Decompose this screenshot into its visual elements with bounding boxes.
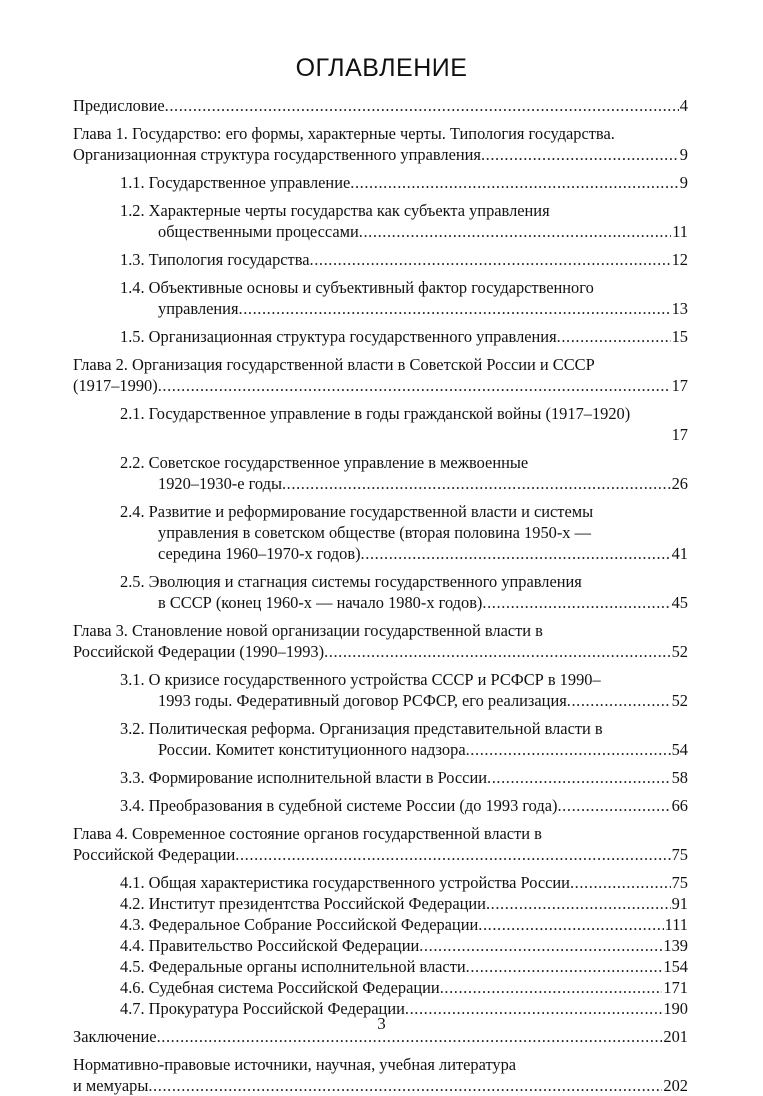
toc-entry-label: 2.5. Эволюция и стагнация системы государственного управления <box>120 572 582 591</box>
toc-entry-sources[interactable] <box>73 1054 688 1096</box>
toc-entry-section-3-3[interactable] <box>73 767 688 788</box>
toc-entry-label: 1.3. Типология государства <box>120 250 310 269</box>
toc-page-number: 15 <box>671 327 688 346</box>
toc-page-number: 58 <box>671 768 688 787</box>
toc-entry-label: управления в советском обществе (вторая половина 1950-х — <box>158 523 591 542</box>
toc-entry-label: (1917–1990) <box>73 376 158 395</box>
dot-leader <box>567 690 671 711</box>
toc-entry-label: Российской Федерации (1990–1993) <box>73 642 325 661</box>
toc-page-number: 91 <box>671 894 688 913</box>
toc-entry-label: Глава 4. Современное состояние органов государственной власти в <box>73 824 542 843</box>
toc-entry-label: 2.2. Советское государственное управление в межвоенные <box>120 453 529 472</box>
dot-leader <box>310 249 671 270</box>
dot-leader <box>466 956 663 977</box>
toc-entry-label: Предисловие <box>73 96 165 115</box>
toc-entry-section-1-5[interactable] <box>73 326 688 347</box>
toc-entry-label: 3.2. Политическая реформа. Организация представительной власти в <box>120 719 603 738</box>
toc-page-number: 54 <box>671 740 688 759</box>
toc-page-number: 41 <box>671 544 688 563</box>
dot-leader <box>165 95 679 116</box>
toc-page-number: 154 <box>663 957 688 976</box>
toc-entry-section-4-2[interactable] <box>73 893 688 914</box>
toc-entry-label: России. Комитет конституционного надзора <box>158 740 466 759</box>
toc-entry-label: управления <box>158 299 239 318</box>
toc-entry-preface[interactable] <box>73 95 688 116</box>
toc-page-number: 75 <box>671 873 688 892</box>
toc-page-number: 4 <box>679 96 688 115</box>
toc-entry-label: 1.1. Государственное управление <box>120 173 351 192</box>
toc-page-number: 17 <box>671 425 688 444</box>
dot-leader <box>557 326 671 347</box>
toc-page-number: 139 <box>663 936 688 955</box>
toc-page-number: 171 <box>663 978 688 997</box>
toc-entry-section-1-1[interactable] <box>73 172 688 193</box>
toc-entry-label: 4.6. Судебная система Российской Федерации <box>120 978 440 997</box>
toc-entry-label: 4.2. Институт президентства Российской Федерации <box>120 894 486 913</box>
toc-entry-label: 4.4. Правительство Российской Федерации <box>120 936 420 955</box>
dot-leader <box>282 473 671 494</box>
toc-entry-label: 1.5. Организационная структура государственного управления <box>120 327 557 346</box>
page-number: 3 <box>377 1014 386 1033</box>
page-title: ОГЛАВЛЕНИЕ <box>295 54 468 82</box>
toc-entry-section-2-5[interactable] <box>73 571 688 613</box>
toc-entry-section-4-5[interactable] <box>73 956 688 977</box>
toc-entry-section-3-1[interactable] <box>73 669 688 711</box>
toc-entry-section-1-3[interactable] <box>73 249 688 270</box>
dot-leader <box>148 1075 662 1096</box>
dot-leader <box>481 144 679 165</box>
toc-entry-chapter-3[interactable] <box>73 620 688 662</box>
toc-page-number: 201 <box>663 1027 688 1046</box>
toc-entry-section-2-2[interactable] <box>73 452 688 494</box>
toc-entry-label: 4.7. Прокуратура Российской Федерации <box>120 999 405 1018</box>
toc-entry-label: Глава 1. Государство: его формы, характерные черты. Типология государства. <box>73 124 615 143</box>
toc-page-number: 11 <box>672 222 688 241</box>
toc-entry-label: Глава 2. Организация государственной власти в Советской России и СССР <box>73 355 595 374</box>
toc-page-number: 17 <box>671 376 688 395</box>
toc-entry-section-3-4[interactable] <box>73 795 688 816</box>
dot-leader <box>350 172 679 193</box>
toc-page-number: 75 <box>671 845 688 864</box>
toc-page-number: 45 <box>671 593 688 612</box>
dot-leader <box>324 641 671 662</box>
toc-page-number: 12 <box>671 250 688 269</box>
toc-page-number: 190 <box>663 999 688 1018</box>
toc-page-number: 13 <box>671 299 688 318</box>
toc-page-number: 9 <box>679 145 688 164</box>
dot-leader <box>487 767 671 788</box>
toc-entry-label: середина 1960–1970-х годов) <box>158 544 361 563</box>
toc-entry-section-4-6[interactable] <box>73 977 688 998</box>
dot-leader <box>440 977 663 998</box>
dot-leader <box>158 375 671 396</box>
toc-entry-label: 2.4. Развитие и реформирование государственной власти и системы <box>120 502 594 521</box>
toc-entry-chapter-4[interactable] <box>73 823 688 865</box>
dot-leader <box>359 221 671 242</box>
table-of-contents <box>73 95 688 1096</box>
toc-entry-section-1-2[interactable] <box>73 200 688 242</box>
toc-entry-label: 1.2. Характерные черты государства как субъекта управления <box>120 201 550 220</box>
toc-entry-section-1-4[interactable] <box>73 277 688 319</box>
toc-entry-label: 1920–1930-е годы <box>158 474 282 493</box>
toc-entry-label: и мемуары <box>73 1076 149 1095</box>
toc-entry-chapter-2[interactable] <box>73 354 688 396</box>
toc-page-number: 9 <box>679 173 688 192</box>
toc-page-number: 52 <box>671 642 688 661</box>
toc-entry-label: 3.4. Преобразования в судебной системе России (до 1993 года) <box>120 796 558 815</box>
toc-entry-label: общественными процессами <box>158 222 359 241</box>
dot-leader <box>482 592 670 613</box>
toc-page-number: 26 <box>671 474 688 493</box>
toc-entry-label: 3.1. О кризисе государственного устройства СССР и РСФСР в 1990– <box>120 670 601 689</box>
toc-entry-section-4-3[interactable] <box>73 914 688 935</box>
dot-leader <box>239 298 671 319</box>
toc-entry-label: 3.3. Формирование исполнительной власти в России <box>120 768 487 787</box>
toc-entry-label: Нормативно-правовые источники, научная, учебная литература <box>73 1055 517 1074</box>
toc-entry-label: Организационная структура государственного управления <box>73 145 481 164</box>
dot-leader <box>419 935 662 956</box>
toc-page-number: 111 <box>664 915 688 934</box>
dot-leader <box>570 872 671 893</box>
toc-entry-label: 4.5. Федеральные органы исполнительной власти <box>120 957 466 976</box>
dot-leader <box>361 543 671 564</box>
toc-entry-label: 1993 годы. Федеративный договор РСФСР, его реализация <box>158 691 567 710</box>
toc-entry-chapter-1[interactable] <box>73 123 688 165</box>
toc-entry-section-2-4[interactable] <box>73 501 688 564</box>
toc-entry-label: 4.1. Общая характеристика государственного устройства России <box>120 873 570 892</box>
toc-page-number: 52 <box>671 691 688 710</box>
toc-entry-section-4-4[interactable] <box>73 935 688 956</box>
dot-leader <box>557 795 670 816</box>
toc-page-number: 202 <box>663 1076 688 1095</box>
toc-entry-label: в СССР (конец 1960-х — начало 1980-х годов) <box>158 593 483 612</box>
dot-leader <box>235 844 670 865</box>
toc-page-number: 66 <box>671 796 688 815</box>
toc-entry-label: 4.3. Федеральное Собрание Российской Федерации <box>120 915 479 934</box>
toc-entry-section-2-1[interactable] <box>73 403 688 445</box>
dot-leader <box>466 739 671 760</box>
toc-entry-label: Глава 3. Становление новой организации государственной власти в <box>73 621 543 640</box>
dot-leader <box>486 893 671 914</box>
toc-entry-label: Российской Федерации <box>73 845 236 864</box>
dot-leader <box>478 914 663 935</box>
toc-entry-label: 1.4. Объективные основы и субъективный фактор государственного <box>120 278 594 297</box>
toc-entry-section-4-1[interactable] <box>73 872 688 893</box>
toc-entry-section-3-2[interactable] <box>73 718 688 760</box>
toc-entry-label: 2.1. Государственное управление в годы гражданской войны (1917–1920) <box>120 404 631 423</box>
toc-entry-label: Заключение <box>73 1027 157 1046</box>
